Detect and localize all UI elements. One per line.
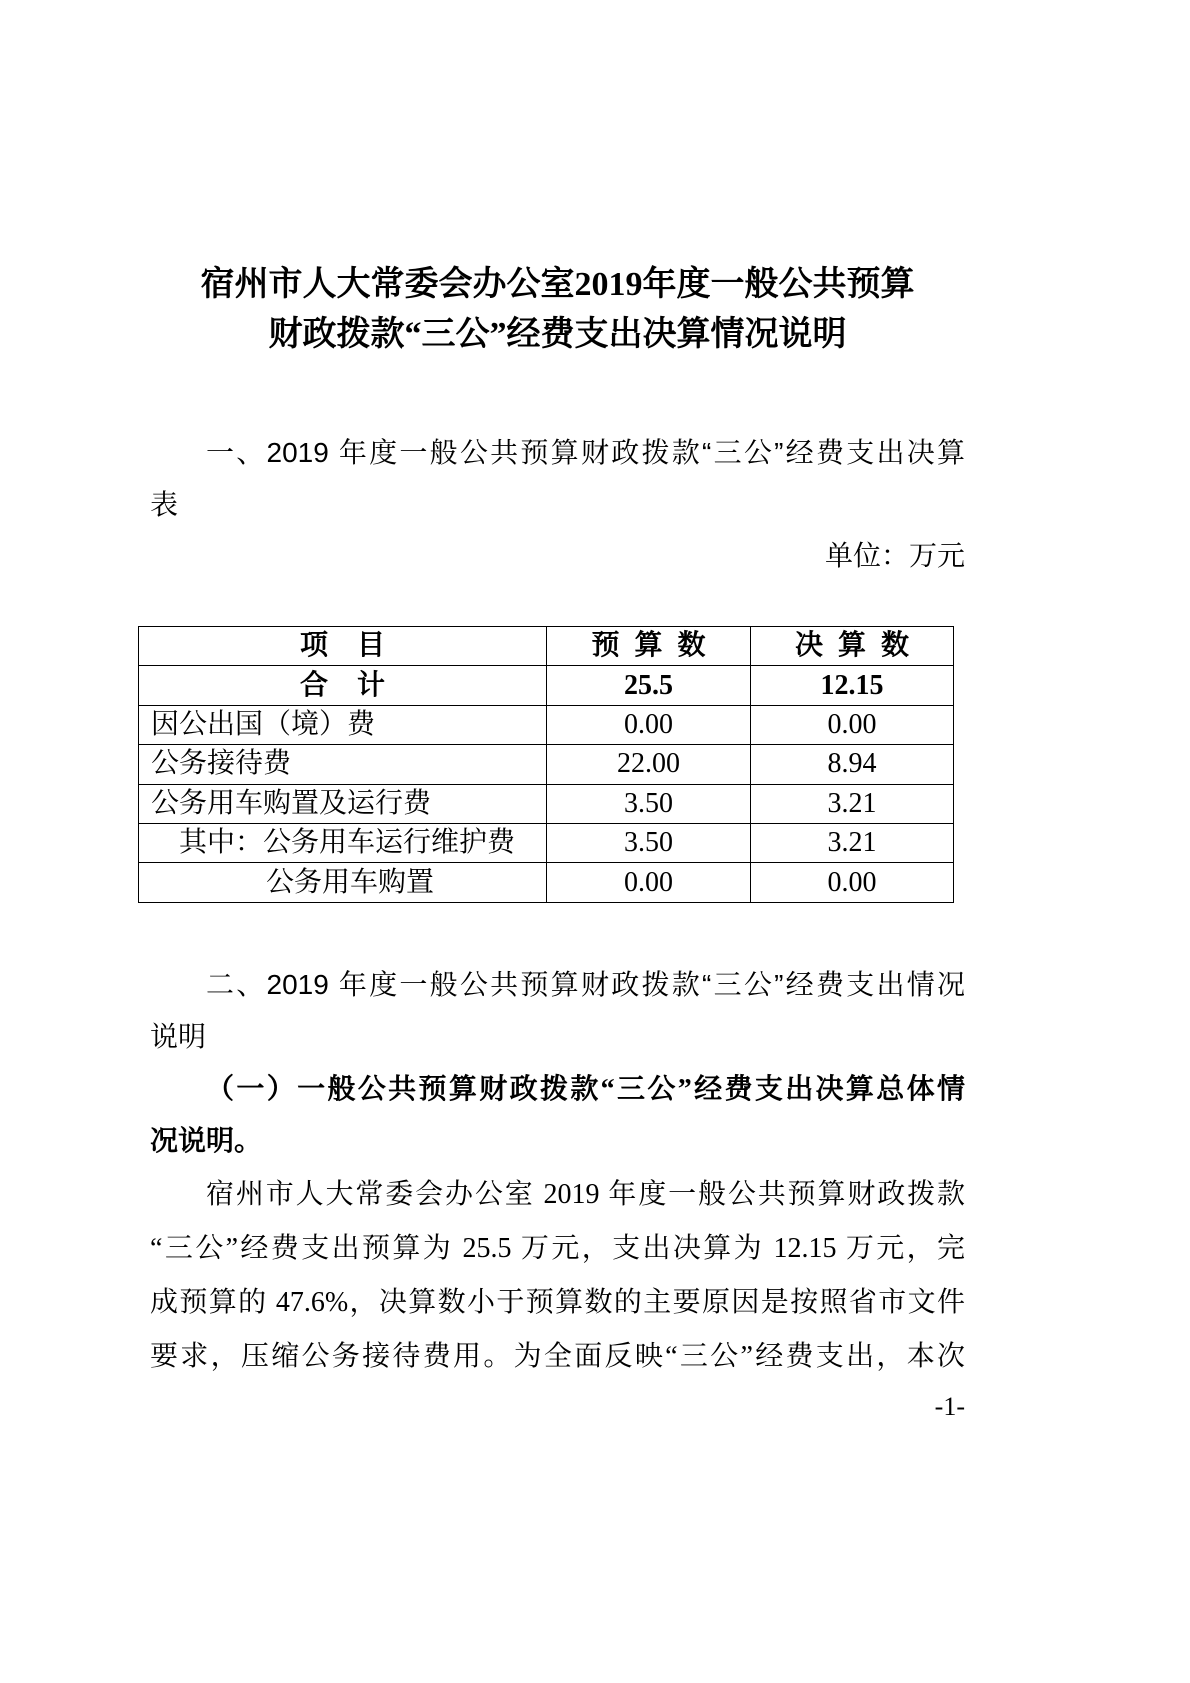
three-public-expense-table (138, 626, 954, 903)
table-cell-item: 公务接待费 (139, 745, 547, 784)
table-row (139, 745, 954, 784)
table-cell-budget: 22.00 (547, 745, 751, 784)
section-2-heading (150, 959, 965, 1063)
section-1-heading-line-2: 表 (150, 489, 179, 520)
table-cell-budget: 25.5 (547, 666, 751, 705)
table-cell-actual: 8.94 (751, 745, 954, 784)
table-row (139, 823, 954, 862)
table-row (139, 784, 954, 823)
table-cell-budget: 3.50 (547, 823, 751, 862)
table-row-total (139, 666, 954, 705)
document-title (150, 260, 965, 360)
table-cell-budget: 0.00 (547, 705, 751, 744)
table-cell-item: 因公出国（境）费 (139, 705, 547, 744)
table-cell-actual: 12.15 (751, 666, 954, 705)
paragraph-line-1: 宿州市人大常委会办公室 2019 年度一般公共预算财政拨款 (206, 1179, 965, 1210)
table-cell-actual: 3.21 (751, 823, 954, 862)
column-header-actual: 决 算 数 (751, 627, 954, 666)
unit-label: 单位：万元 (824, 541, 965, 572)
paragraph-line-3: 成预算的 47.6%，决算数小于预算数的主要原因是按照省市文件 (150, 1287, 965, 1318)
subsection-1-heading-line-1: （一）一般公共预算财政拨款“三公”经费支出决算总体情 (206, 1074, 965, 1105)
table-cell-item: 合 计 (139, 666, 547, 705)
table-cell-item: 公务用车购置及运行费 (139, 784, 547, 823)
paragraph-line-4: 要求，压缩公务接待费用。为全面反映“三公”经费支出，本次 (150, 1341, 965, 1372)
subsection-1-heading (150, 1064, 965, 1168)
table-cell-actual: 0.00 (751, 705, 954, 744)
section-2-heading-line-1: 二、2019 年度一般公共预算财政拨款“三公”经费支出情况 (206, 969, 965, 1000)
table-row (139, 705, 954, 744)
table-header-row (139, 627, 954, 666)
section-1-heading-line-1: 一、2019 年度一般公共预算财政拨款“三公”经费支出决算 (206, 437, 965, 468)
column-header-item: 项 目 (139, 627, 547, 666)
column-header-budget: 预 算 数 (547, 627, 751, 666)
paragraph-line-2: “三公”经费支出预算为 25.5 万元，支出决算为 12.15 万元，完 (150, 1233, 965, 1264)
table-cell-actual: 3.21 (751, 784, 954, 823)
table-cell-item: 其中：公务用车运行维护费 (139, 823, 547, 862)
body-paragraph (150, 1168, 965, 1384)
section-1-heading (150, 427, 965, 531)
section-2-heading-line-2: 说明 (150, 1021, 207, 1052)
subsection-1-heading-line-2: 况说明。 (150, 1126, 263, 1157)
table-cell-budget: 0.00 (547, 863, 751, 902)
title-line-1: 宿州市人大常委会办公室2019年度一般公共预算 (200, 266, 915, 303)
table-cell-actual: 0.00 (751, 863, 954, 902)
title-line-2: 财政拨款“三公”经费支出决算情况说明 (268, 316, 847, 353)
table-row (139, 863, 954, 902)
table-cell-budget: 3.50 (547, 784, 751, 823)
table-cell-item: 公务用车购置 (139, 863, 547, 902)
page-number: -1- (934, 1392, 965, 1421)
